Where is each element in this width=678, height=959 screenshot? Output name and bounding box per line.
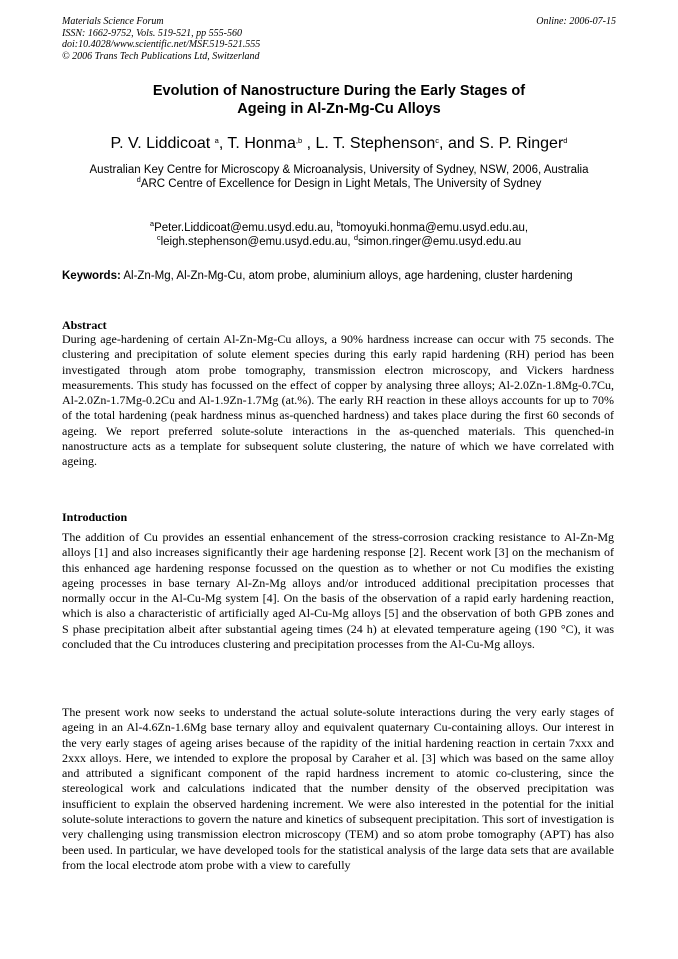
affiliations bbox=[40, 163, 638, 191]
affiliation-mark: d bbox=[136, 175, 141, 184]
affiliation-line-1: Australian Key Centre for Microscopy & Microanalysis, University of Sydney, NSW, 2006, Australia bbox=[89, 164, 589, 176]
copyright-line: © 2006 Trans Tech Publications Ltd, Switzerland bbox=[62, 50, 260, 62]
online-date: Online: 2006-07-15 bbox=[536, 16, 616, 27]
keywords-label: Keywords: bbox=[62, 270, 121, 282]
email-address: leigh.stephenson@emu.usyd.edu.au, bbox=[160, 236, 354, 248]
paper-title bbox=[60, 82, 618, 118]
author-separator: , and bbox=[439, 135, 480, 152]
introduction-heading: Introduction bbox=[62, 510, 128, 524]
author-emails bbox=[40, 221, 638, 249]
author-name: T. Honma bbox=[227, 135, 296, 152]
email-mark: a bbox=[149, 219, 155, 228]
title-line-2: Ageing in Al-Zn-Mg-Cu Alloys bbox=[237, 101, 441, 117]
journal-header bbox=[62, 16, 616, 62]
author-affiliation-mark: d bbox=[563, 136, 568, 145]
keywords-text: Al-Zn-Mg, Al-Zn-Mg-Cu, atom probe, aluminium alloys, age hardening, cluster hardening bbox=[120, 270, 573, 282]
keywords bbox=[62, 269, 616, 283]
author-affiliation-mark: a bbox=[214, 136, 219, 145]
issn-line: ISSN: 1662-9752, Vols. 519-521, pp 555-560 bbox=[62, 27, 242, 39]
email-mark: c bbox=[156, 233, 161, 242]
author-list bbox=[40, 134, 638, 154]
author-name: L. T. Stephenson bbox=[315, 135, 436, 152]
author-separator: , bbox=[218, 135, 228, 152]
author-name: P. V. Liddicoat bbox=[110, 135, 211, 152]
email-line-1 bbox=[40, 221, 638, 235]
journal-name: Materials Science Forum bbox=[62, 16, 164, 27]
title-line-1: Evolution of Nanostructure During the Early Stages of bbox=[152, 83, 526, 99]
email-address: tomoyuki.honma@emu.usyd.edu.au, bbox=[340, 222, 529, 234]
doi-line: doi:10.4028/www.scientific.net/MSF.519-521.555 bbox=[62, 39, 261, 50]
email-mark: d bbox=[353, 233, 358, 242]
email-address: Peter.Liddicoat@emu.usyd.edu.au, bbox=[154, 222, 337, 234]
email-line-2 bbox=[40, 235, 638, 249]
email-mark: b bbox=[336, 219, 341, 228]
introduction-paragraph-1: The addition of Cu provides an essential enhancement of the stress-corrosion cracking resistance to Al-Zn-Mg alloys [1] and also increases significantly their age hardening response [2]. Recent work [3] on the mechanism of this enhanced age hardening response focussed on the question as to whether or not Cu modifies the existing ageing processes in base ternary Al-Zn-Mg alloys and/or introduced additional precipitation processes that normally occur in the Al-Cu-Mg system [4]. On the basis of the observation of a rapid early hardening reaction, which is also a characteristic of artificially aged Al-Cu-Mg alloys [5] and the observation of both GPB zones and S phase precipitation albeit after substantial ageing times (24 h) at elevated temperature ageing (190 °C), it was concluded that the Cu introduces clustering and precipitation processes from the Al-Cu-Mg alloys. bbox=[62, 530, 614, 652]
introduction-paragraph-2: The present work now seeks to understand the actual solute-solute interactions during the very early stages of ageing in an Al-4.6Zn-1.6Mg base ternary alloy and equivalent quaternary Cu-containing alloys. Our interest in the very early stages of ageing arises because of the rapidity of the initial hardening reaction in certain 7xxx and 2xxx alloys. Here, we intended to explore the proposal by Caraher et al. [3] which was based on the same alloy and attributed a significant component of the rapid hardness increment to atomic co-clustering, since the stereological work and calculations indicated that the number density of the observed precipitation was insufficient to explain the observed hardening increment. We were also interested in the potential for the initial solute-solute interactions to govern the nature and kinetics of subsequent precipitation. This sort of investigation is very challenging using transmission electron microscopy (TEM) and so atom probe tomography (APT) has also been used. In particular, we have developed tools for the statistical analysis of the large data sets that are available from the local electrode atom probe with a view to carefully bbox=[62, 705, 614, 872]
abstract-heading: Abstract bbox=[62, 318, 107, 332]
author-affiliation-mark: c bbox=[435, 136, 440, 145]
abstract-text: During age-hardening of certain Al-Zn-Mg-Cu alloys, a 90% hardness increase can occur with 75 seconds. The clustering and precipitation of solute element species during this early rapid hardening (RH) period has been investigated through atom probe tomography, transmission electron microscopy, and Vickers hardness measurements. This study has focussed on the effect of copper by analysing three alloys; Al-2.0Zn-1.8Mg-0.7Cu, Al-2.0Zn-1.7Mg-0.2Cu and Al-1.9Zn-1.7Mg (at.%). The early RH reaction in these alloys accounts for up to 70% of the total hardening (peak hardness minus as-quenched hardness) and takes place during the first 60 seconds of ageing. We report preferred solute-solute interactions in the as-quenched materials. This quenched-in nanostructure acts as a template for subsequent solute clustering, the nature of which we have correlated with ageing. bbox=[62, 332, 614, 469]
email-address: simon.ringer@emu.usyd.edu.au bbox=[357, 236, 522, 248]
affiliation-text: ARC Centre of Excellence for Design in Light Metals, The University of Sydney bbox=[140, 178, 542, 190]
author-separator: , bbox=[302, 135, 316, 152]
author-name: S. P. Ringer bbox=[479, 135, 564, 152]
author-affiliation-mark: ,b bbox=[295, 136, 303, 145]
affiliation-line-2 bbox=[40, 177, 638, 191]
